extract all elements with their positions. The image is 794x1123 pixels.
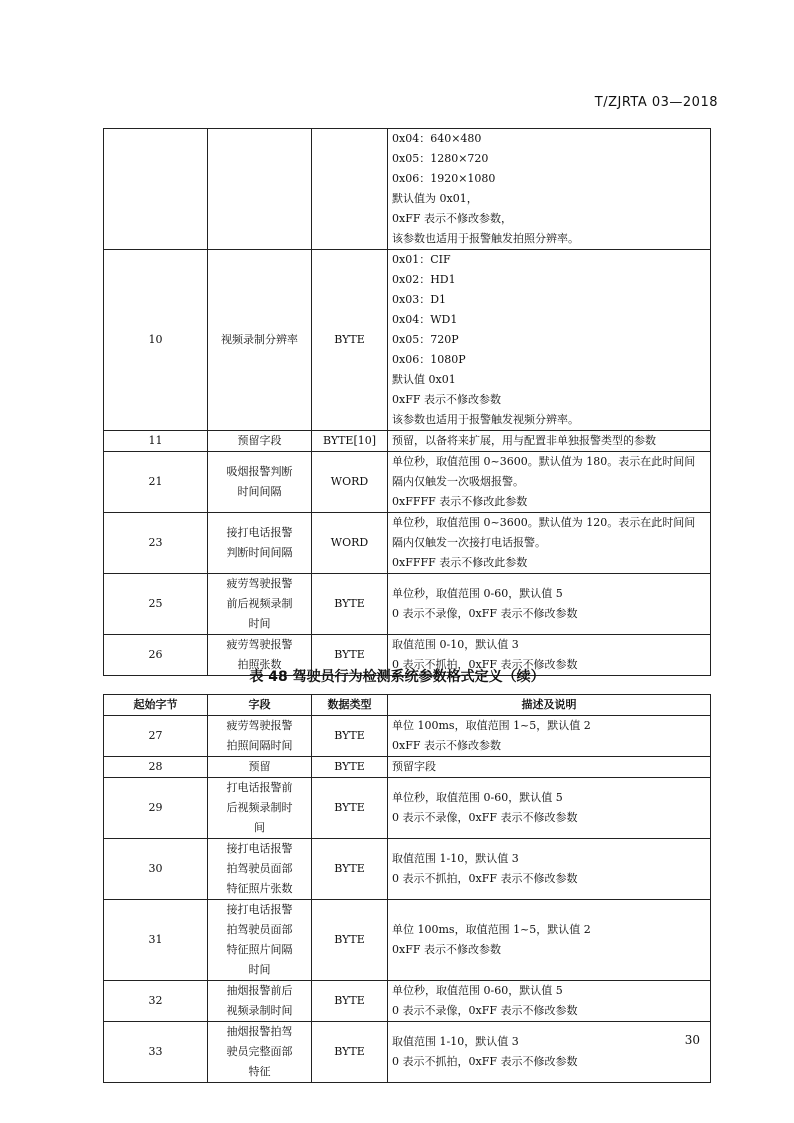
description-line: 0xFF 表示不修改参数 [392, 943, 501, 956]
table-row [104, 1022, 711, 1083]
field-name-line: 预留字段 [237, 434, 282, 447]
data-type-cell: BYTE [312, 900, 388, 981]
field-name-line: 时间间隔 [237, 485, 282, 498]
field-name-line: 视频录制时间 [226, 1004, 293, 1017]
description-cell [388, 431, 711, 452]
field-name-line: 疲劳驾驶报警 [226, 719, 293, 732]
start-byte-cell: 30 [104, 839, 208, 900]
table-row [104, 839, 711, 900]
field-name-line: 接打电话报警 [226, 526, 293, 539]
data-type-cell: BYTE [312, 981, 388, 1022]
description-line: 单位秒，取值范围 0~3600。默认值为 180。表示在此时间间 [392, 455, 696, 468]
description-line: 0x03：D1 [392, 293, 447, 306]
description-line: 默认值 0x01 [392, 373, 456, 386]
description-line: 该参数也适用于报警触发拍照分辨率。 [392, 232, 579, 245]
description-line: 取值范围 0-10，默认值 3 [392, 638, 519, 651]
document-id: T/ZJRTA 03—2018 [594, 95, 718, 110]
field-name-line: 接打电话报警 [226, 903, 293, 916]
description-line: 隔内仅触发一次接打电话报警。 [392, 536, 546, 549]
field-name-cell [208, 900, 312, 981]
field-name-line: 后视频录制时 [226, 801, 293, 814]
description-cell [388, 250, 711, 431]
description-line: 0x04：640×480 [392, 132, 482, 145]
data-type-cell: BYTE [312, 1022, 388, 1083]
field-name-line: 拍照张数 [237, 658, 282, 671]
description-cell [388, 129, 711, 250]
description-line: 单位 100ms，取值范围 1~5，默认值 2 [392, 923, 591, 936]
table-row [104, 250, 711, 431]
table-row [104, 981, 711, 1022]
table-header-row [104, 695, 711, 716]
field-name-line: 时间 [248, 963, 271, 976]
start-byte-cell: 32 [104, 981, 208, 1022]
description-line: 0x05：1280×720 [392, 152, 489, 165]
start-byte-cell: 11 [104, 431, 208, 452]
description-line: 单位秒，取值范围 0-60，默认值 5 [392, 587, 563, 600]
start-byte-cell [104, 129, 208, 250]
table-row [104, 574, 711, 635]
data-type-cell: BYTE [312, 635, 388, 676]
description-line: 该参数也适用于报警触发视频分辨率。 [392, 413, 579, 426]
field-name-cell [208, 129, 312, 250]
table1-body [104, 129, 711, 676]
field-name-line: 拍驾驶员面部 [226, 923, 293, 936]
start-byte-cell: 21 [104, 452, 208, 513]
data-type-cell: WORD [312, 452, 388, 513]
field-name-line: 接打电话报警 [226, 842, 293, 855]
description-cell [388, 716, 711, 757]
field-name-line: 特征照片间隔 [226, 943, 293, 956]
description-line: 取值范围 1-10，默认值 3 [392, 1035, 519, 1048]
start-byte-cell: 33 [104, 1022, 208, 1083]
data-type-cell: WORD [312, 513, 388, 574]
field-name-line: 判断时间间隔 [226, 546, 293, 559]
field-name-line: 前后视频录制 [226, 597, 293, 610]
description-line: 0 表示不抓拍，0xFF 表示不修改参数 [392, 872, 578, 885]
description-line: 单位 100ms，取值范围 1~5，默认值 2 [392, 719, 591, 732]
start-byte-cell: 28 [104, 757, 208, 778]
data-type-cell: BYTE [312, 839, 388, 900]
description-line: 0xFF 表示不修改参数 [392, 739, 501, 752]
field-name-cell [208, 981, 312, 1022]
field-name-line: 拍驾驶员面部 [226, 862, 293, 875]
table-row [104, 129, 711, 250]
field-name-cell [208, 778, 312, 839]
start-byte-cell: 27 [104, 716, 208, 757]
description-cell [388, 574, 711, 635]
data-type-cell [312, 129, 388, 250]
field-name-cell [208, 513, 312, 574]
description-line: 0x02：HD1 [392, 273, 456, 286]
description-line: 预留，以备将来扩展，用与配置非单独报警类型的参数 [392, 434, 656, 447]
table-row [104, 757, 711, 778]
field-name-line: 疲劳驾驶报警 [226, 577, 293, 590]
description-line: 0 表示不抓拍，0xFF 表示不修改参数 [392, 1055, 578, 1068]
field-name-line: 驶员完整面部 [226, 1045, 293, 1058]
data-type-cell: BYTE [312, 778, 388, 839]
field-name-line: 抽烟报警拍驾 [226, 1025, 293, 1038]
parameter-table-part1 [103, 128, 711, 676]
page-number: 30 [684, 1033, 700, 1047]
description-line: 0xFF 表示不修改参数 [392, 393, 501, 406]
table2-body [104, 716, 711, 1083]
description-line: 0xFF 表示不修改参数， [392, 212, 512, 225]
field-name-line: 拍照间隔时间 [226, 739, 293, 752]
description-cell [388, 778, 711, 839]
description-cell [388, 757, 711, 778]
field-name-cell [208, 839, 312, 900]
header-field: 字段 [208, 695, 312, 716]
start-byte-cell: 29 [104, 778, 208, 839]
data-type-cell: BYTE [312, 757, 388, 778]
start-byte-cell: 23 [104, 513, 208, 574]
table-row [104, 716, 711, 757]
description-cell [388, 981, 711, 1022]
header-data-type: 数据类型 [312, 695, 388, 716]
data-type-cell: BYTE [312, 574, 388, 635]
field-name-cell [208, 452, 312, 513]
field-name-line: 特征 [248, 1065, 271, 1078]
field-name-cell [208, 1022, 312, 1083]
field-name-cell [208, 250, 312, 431]
description-line: 0xFFFF 表示不修改此参数 [392, 556, 528, 569]
description-line: 预留字段 [392, 760, 436, 773]
start-byte-cell: 31 [104, 900, 208, 981]
description-cell [388, 513, 711, 574]
field-name-line: 间 [254, 821, 265, 834]
description-line: 0x06：1920×1080 [392, 172, 496, 185]
description-line: 0x06：1080P [392, 353, 466, 366]
parameter-table-part2 [103, 694, 711, 1083]
description-line: 0 表示不抓拍，0xFF 表示不修改参数 [392, 658, 578, 671]
description-line: 0 表示不录像，0xFF 表示不修改参数 [392, 1004, 578, 1017]
field-name-cell [208, 716, 312, 757]
field-name-line: 时间 [248, 617, 271, 630]
description-line: 0x04：WD1 [392, 313, 458, 326]
table-row [104, 431, 711, 452]
description-cell [388, 452, 711, 513]
header-start-byte: 起始字节 [104, 695, 208, 716]
description-line: 0x05：720P [392, 333, 459, 346]
description-cell [388, 1022, 711, 1083]
description-line: 单位秒，取值范围 0-60，默认值 5 [392, 984, 563, 997]
field-name-line: 疲劳驾驶报警 [226, 638, 293, 651]
description-line: 默认值为 0x01， [392, 192, 478, 205]
description-cell [388, 900, 711, 981]
field-name-cell [208, 757, 312, 778]
data-type-cell: BYTE[10] [312, 431, 388, 452]
data-type-cell: BYTE [312, 716, 388, 757]
description-cell [388, 839, 711, 900]
header-description: 描述及说明 [388, 695, 711, 716]
field-name-line: 特征照片张数 [226, 882, 293, 895]
start-byte-cell: 26 [104, 635, 208, 676]
field-name-line: 吸烟报警判断 [226, 465, 293, 478]
table-row [104, 778, 711, 839]
field-name-line: 抽烟报警前后 [226, 984, 293, 997]
data-type-cell: BYTE [312, 250, 388, 431]
table-row [104, 452, 711, 513]
description-line: 单位秒，取值范围 0~3600。默认值为 120。表示在此时间间 [392, 516, 696, 529]
start-byte-cell: 25 [104, 574, 208, 635]
field-name-line: 预留 [248, 760, 271, 773]
table-row [104, 513, 711, 574]
description-line: 单位秒，取值范围 0-60，默认值 5 [392, 791, 563, 804]
table-row [104, 900, 711, 981]
description-line: 0 表示不录像，0xFF 表示不修改参数 [392, 607, 578, 620]
start-byte-cell: 10 [104, 250, 208, 431]
table-caption: 表 48 驾驶员行为检测系统参数格式定义（续） [249, 669, 545, 685]
description-line: 0x01：CIF [392, 253, 451, 266]
field-name-line: 视频录制分辨率 [221, 333, 298, 346]
description-line: 0xFFFF 表示不修改此参数 [392, 495, 528, 508]
field-name-line: 打电话报警前 [226, 781, 293, 794]
description-line: 取值范围 1-10，默认值 3 [392, 852, 519, 865]
field-name-cell [208, 431, 312, 452]
description-line: 隔内仅触发一次吸烟报警。 [392, 475, 524, 488]
description-line: 0 表示不录像，0xFF 表示不修改参数 [392, 811, 578, 824]
field-name-cell [208, 574, 312, 635]
